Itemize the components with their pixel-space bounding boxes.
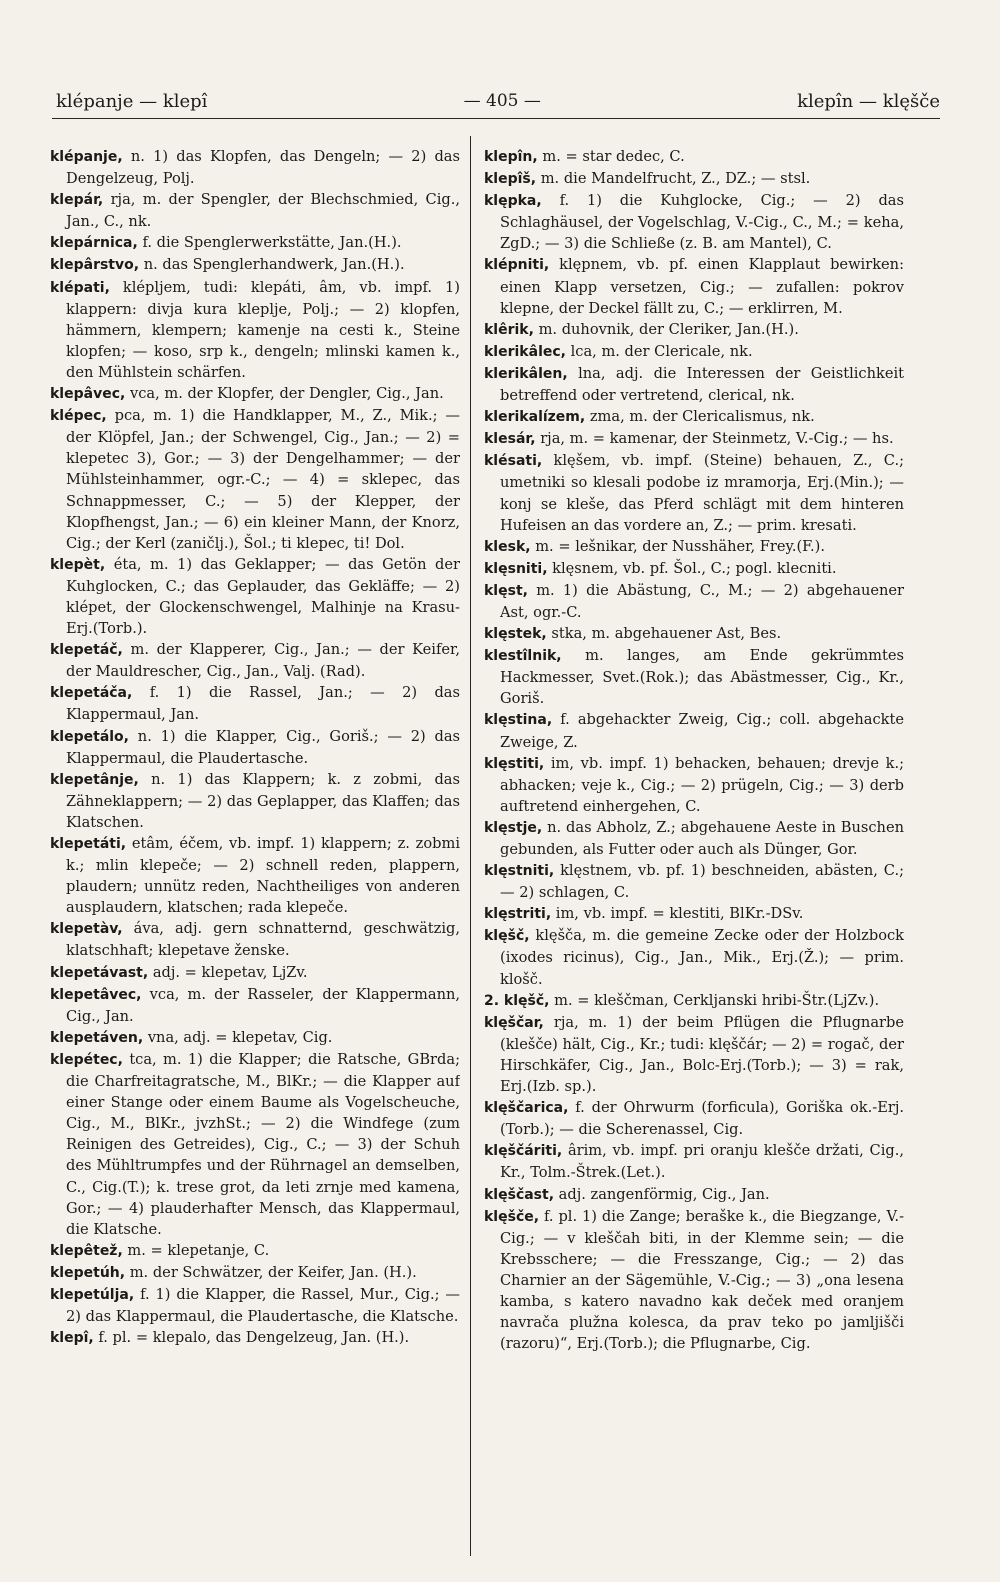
entry-headword: klepêtež,	[50, 1242, 123, 1259]
entry-definition: ârim, vb. impf. pri oranju klešče držati, Cig., Kr., Tolm.-Štrek.(Let.).	[500, 1142, 904, 1182]
dictionary-entry	[484, 363, 904, 406]
entry-definition: pca, m. 1) die Handklapper, M., Z., Mik.; — der Klöpfel, Jan.; der Schwengel, Cig., Jan.; — 2) = klepetec 3), Gor.; — 3) der Dengelhammer; — der Mühlsteinhammer, ogr.-C.; — 4) = sklepec, das Schnappmesser, C.; — 5) der Klepper, der Klopfhengst, Jan.; — 6) ein kleiner Mann, der Knorz, Cig.; der Kerl (zaničlj.), Šol.; ti klepec, ti! Dol.	[66, 407, 460, 552]
entry-definition: vca, m. der Rasseler, der Klappermann, Cig., Jan.	[66, 985, 460, 1025]
entry-headword: klepetàv,	[50, 921, 123, 938]
entry-definition: n. das Spenglerhandwerk, Jan.(H.).	[143, 256, 405, 274]
entry-definition: zma, m. der Clericalismus, nk.	[589, 408, 815, 426]
dictionary-entry	[484, 190, 904, 254]
dictionary-entry	[484, 1012, 904, 1097]
entry-definition: rja, m. 1) der beim Pflügen die Pflugnarbe (klešče) hält, Cig., Kr.; tudi: klęščár; — 2) = rogač, der Hirschkäfer, Cig., Jan., Bolc-Erj.(Torb.); — 3) = rak, Erj.(Izb. sp.).	[500, 1013, 904, 1096]
entry-definition: n. 1) das Klopfen, das Dengeln; — 2) das Dengelzeug, Polj.	[66, 148, 460, 188]
entry-headword: 2. klęšč,	[484, 992, 550, 1009]
dictionary-entry	[50, 639, 460, 682]
entry-headword: klęstje,	[484, 819, 543, 836]
entry-definition: m. = star dedec, C.	[542, 148, 685, 165]
entry-headword: klepâvec,	[50, 386, 126, 403]
entry-headword: klęstiti,	[484, 755, 545, 772]
entry-definition: m. = klepetanje, C.	[127, 1241, 270, 1259]
entry-headword: klépniti,	[484, 257, 550, 274]
dictionary-entry	[50, 1284, 460, 1327]
dictionary-entry	[484, 860, 904, 903]
entry-headword: klęšče,	[484, 1208, 540, 1225]
dictionary-entry	[484, 1184, 904, 1206]
entry-definition: m. der Klapperer, Cig., Jan.; — der Keifer, der Mauldrescher, Cig., Jan., Valj. (Rad).	[66, 641, 460, 681]
right-column	[484, 146, 904, 1566]
entry-headword: klepîš,	[484, 171, 537, 188]
entry-headword: klęsniti,	[484, 560, 548, 577]
dictionary-entry	[484, 817, 904, 860]
entry-headword: klęščáriti,	[484, 1143, 563, 1160]
entry-definition: klépljem, tudi: klepáti, âm, vb. impf. 1) klappern: divja kura kleplje, Polj.; — 2) klopfen, hämmern, klempern; kamenje na cesti k., Steine klopfen; — koso, srp k., dengeln; mlinski kamen k., den Mühlstein schärfen.	[66, 278, 460, 381]
entry-definition: rja, m. = kamenar, der Steinmetz, V.-Cig.; — hs.	[540, 430, 894, 448]
header-right-guideword: klepîn — klęšče	[797, 90, 940, 112]
entry-headword: klepetúlja,	[50, 1286, 135, 1303]
dictionary-entry	[484, 558, 904, 580]
entry-headword: klepétec,	[50, 1051, 123, 1068]
entry-headword: klepárnica,	[50, 235, 138, 252]
dictionary-entry	[50, 726, 460, 769]
entry-headword: klęščarica,	[484, 1100, 569, 1117]
entry-definition: n. das Abholz, Z.; abgehauene Aeste in Buschen gebunden, als Futter oder auch als Dünger, Gor.	[500, 818, 904, 858]
entry-headword: klerikâlen,	[484, 365, 568, 382]
entry-definition: f. 1) die Kuhglocke, Cig.; — 2) das Schlaghäusel, der Vogelschlag, V.-Cig., C., M.; = keha, ZgD.; — 3) die Schließe (z. B. am Mantel), C.	[500, 192, 904, 253]
entry-headword: klęščast,	[484, 1186, 555, 1203]
entry-definition: f. pl. = klepalo, das Dengelzeug, Jan. (H.).	[98, 1329, 410, 1347]
page-number: — 405 —	[463, 91, 541, 111]
dictionary-entry	[484, 341, 904, 363]
dictionary-entry	[50, 383, 460, 405]
dictionary-entry	[484, 254, 904, 318]
dictionary-entry	[484, 1206, 904, 1355]
entry-headword: klésati,	[484, 453, 543, 470]
dictionary-entry	[50, 1027, 460, 1049]
dictionary-entry	[484, 1097, 904, 1140]
entry-definition: f. der Ohrwurm (forficula), Goriška ok.-Erj.(Torb.); — die Scherenassel, Cig.	[500, 1099, 904, 1139]
entry-definition: m. duhovnik, der Cleriker, Jan.(H.).	[538, 320, 799, 338]
left-column	[50, 146, 460, 1566]
dictionary-entry	[484, 319, 904, 341]
entry-headword: klepetáti,	[50, 836, 127, 852]
dictionary-entry	[50, 962, 460, 984]
entry-headword: klêrik,	[484, 321, 534, 338]
entry-definition: m. = kleščman, Cerkljanski hribi-Štr.(LjZv.).	[554, 991, 880, 1009]
entry-definition: klęšča, m. die gemeine Zecke oder der Holzbock (ixodes ricinus), Cig., Jan., Mik., Erj.(Ž.); — prim. klošč.	[500, 927, 904, 988]
entry-headword: klępka,	[484, 193, 542, 210]
entry-headword: klepârstvo,	[50, 257, 140, 274]
entry-headword: klepetâvec,	[50, 986, 142, 1003]
dictionary-entry	[50, 918, 460, 961]
entry-definition: im, vb. impf. = klestiti, BlKr.-DSv.	[555, 905, 804, 923]
entry-headword: klęstek,	[484, 626, 547, 643]
entry-definition: m. langes, am Ende gekrümmtes Hackmesser, Svet.(Rok.); das Abästmesser, Cig., Kr., Goriš.	[500, 647, 904, 708]
entry-headword: klęstina,	[484, 712, 553, 729]
entry-headword: klęstriti,	[484, 906, 552, 923]
entry-headword: klépati,	[50, 279, 110, 296]
entry-headword: klerikalízem,	[484, 409, 586, 426]
entry-definition: im, vb. impf. 1) behacken, behauen; drevje k.; abhacken; veje k., Cig.; — 2) prügeln, Cig.; — 3) derb auftretend einhergehen, C.	[500, 754, 904, 815]
entry-definition: áva, adj. gern schnatternd, geschwätzig, klatschhaft; klepetave ženske.	[66, 920, 460, 960]
entry-headword: klesk,	[484, 538, 531, 555]
dictionary-entry	[484, 428, 904, 450]
entry-definition: lca, m. der Clericale, nk.	[570, 342, 753, 360]
entry-definition: klępnem, vb. pf. einen Klapplaut bewirken: einen Klapp versetzen, Cig.; — zufallen: pokrov klepne, der Deckel fällt zu, C.; — erklirren, M.	[500, 256, 904, 317]
dictionary-entry	[50, 232, 460, 254]
entry-definition: f. pl. 1) die Zange; beraške k., die Biegzange, V.-Cig.; — v kleščah biti, in der Klemme sein; — die Krebsschere; — die Fresszange, Cig.; — 2) das Charnier an der Sägemühle, V.-Cig.; — 3) „ona lesena kamba, s katero navadno kak deček med oranjem navrača plužna kolesca, da prav teko po jamljišči (razoru)“, Erj.(Torb.); die Pflugnarbe, Cig.	[500, 1207, 904, 1353]
dictionary-entry	[50, 1327, 460, 1349]
dictionary-entry	[50, 1240, 460, 1262]
entry-headword: klepetânje,	[50, 771, 139, 788]
dictionary-entry	[50, 189, 460, 232]
entry-definition: m. 1) die Abästung, C., M.; — 2) abgehauener Ast, ogr.-C.	[500, 581, 904, 621]
dictionary-entry	[50, 769, 460, 833]
entry-definition: adj. = klepetav, LjZv.	[152, 963, 308, 981]
entry-definition: n. 1) die Klapper, Cig., Goriš.; — 2) das Klappermaul, die Plaudertasche.	[66, 727, 460, 767]
dictionary-entry	[50, 984, 460, 1027]
entry-headword: klesár,	[484, 431, 536, 448]
entry-definition: rja, m. der Spengler, der Blechschmied, Cig., Jan., C., nk.	[66, 191, 460, 231]
entry-headword: klęščar,	[484, 1014, 544, 1031]
entry-definition: f. die Spenglerwerkstätte, Jan.(H.).	[142, 234, 402, 252]
dictionary-entry	[50, 146, 460, 189]
entry-headword: klepetáč,	[50, 642, 123, 659]
entry-definition: tca, m. 1) die Klapper; die Ratsche, GBrda; die Charfreitagratsche, M., BlKr.; — die Klapper auf einer Stange oder einem Baume als Vogelscheuche, Cig., M., BlKr., jvzhSt.; — 2) die Windfege (zum Reinigen des Getreides), Cig., C.; — 3) der Schuh des Mühltrumpfes und der Rührnagel an demselben, C., Cig.(T.); k. trese grot, da leti zrnje med kamena, Gor.; — 4) plauderhafter Mensch, das Klappermaul, die Klatsche.	[66, 1050, 460, 1238]
dictionary-entry	[484, 925, 904, 989]
entry-definition: lna, adj. die Interessen der Geistlichkeit betreffend oder vertretend, clerical, nk.	[500, 364, 904, 405]
entry-headword: klęšč,	[484, 928, 530, 945]
entry-headword: klepetúh,	[50, 1264, 126, 1281]
entry-definition: stka, m. abgehauener Ast, Bes.	[551, 625, 782, 643]
dictionary-entry	[50, 405, 460, 554]
entry-headword: klepetávast,	[50, 964, 149, 981]
entry-definition: klęsnem, vb. pf. Šol., C.; pogl. klecniti.	[552, 559, 837, 577]
entry-definition: klęšem, vb. impf. (Steine) behauen, Z., C.; umetniki so klesali podobe iz mramorja, Erj.(Min.); — konj se kleše, das Pferd schlägt mit dem hinteren Hufeisen an das vordere an, Z.; — prim. kresati.	[500, 452, 904, 534]
entry-headword: klęst,	[484, 582, 528, 599]
entry-definition: adj. zangenförmig, Cig., Jan.	[558, 1185, 770, 1203]
entry-headword: klestîlnik,	[484, 648, 562, 665]
dictionary-entry	[484, 753, 904, 817]
entry-definition: vca, m. der Klopfer, der Dengler, Cig., Jan.	[129, 385, 444, 403]
entry-headword: klepár,	[50, 192, 104, 209]
entry-definition: f. 1) die Klapper, die Rassel, Mur., Cig.; — 2) das Klappermaul, die Plaudertasche, die Klatsche.	[66, 1285, 460, 1326]
entry-definition: m. die Mandelfrucht, Z., DZ.; — stsl.	[540, 170, 811, 188]
dictionary-entry	[484, 406, 904, 428]
entry-headword: klęstniti,	[484, 863, 555, 880]
entry-definition: etâm, éčem, vb. impf. 1) klappern; z. zobmi k.; mlin klepeče; — 2) schnell reden, plappern, plaudern; unnütz reden, Nachtheiliges von anderen ausplaudern, klatschen; rada klepeče.	[66, 835, 460, 917]
entry-headword: klepîn,	[484, 149, 538, 165]
dictionary-entry	[484, 903, 904, 925]
entry-headword: klépec,	[50, 408, 107, 425]
dictionary-entry	[50, 1049, 460, 1240]
dictionary-entry	[50, 277, 460, 383]
dictionary-entry	[484, 623, 904, 645]
entry-headword: klerikâlec,	[484, 343, 566, 360]
entry-headword: klepèt,	[50, 556, 106, 573]
entry-definition: f. 1) die Rassel, Jan.; — 2) das Klappermaul, Jan.	[66, 684, 460, 724]
dictionary-entry	[484, 990, 904, 1012]
entry-headword: klépanje,	[50, 149, 123, 165]
dictionary-entry	[50, 1262, 460, 1284]
dictionary-entry	[50, 554, 460, 639]
entry-definition: klęstnem, vb. pf. 1) beschneiden, abästen, C.; — 2) schlagen, C.	[500, 862, 904, 902]
entry-headword: klepî,	[50, 1330, 94, 1347]
dictionary-entry	[484, 1140, 904, 1183]
dictionary-entry	[484, 645, 904, 709]
entry-definition: éta, m. 1) das Geklapper; — das Getön der Kuhglocken, C.; das Geplauder, das Gekläffe; — 2) klépet, der Glockenschwengel, Malhinje na Krasu-Erj.(Torb.).	[66, 555, 460, 638]
dictionary-entry	[484, 536, 904, 558]
dictionary-entry	[50, 254, 460, 276]
dictionary-entry	[484, 168, 904, 190]
entry-headword: klepetálo,	[50, 728, 129, 745]
entry-headword: klepetáča,	[50, 685, 133, 702]
header-left-guideword: klépanje — klepî	[56, 90, 208, 112]
header-rule	[52, 118, 940, 119]
entry-definition: m. der Schwätzer, der Keifer, Jan. (H.).	[129, 1263, 417, 1281]
dictionary-entry	[484, 450, 904, 535]
dictionary-entry	[484, 580, 904, 623]
entry-headword: klepetáven,	[50, 1029, 144, 1046]
entry-definition: m. = lešnikar, der Nusshäher, Frey.(F.).	[535, 537, 825, 555]
dictionary-entry	[484, 146, 904, 168]
entry-definition: n. 1) das Klappern; k. z zobmi, das Zähneklappern; — 2) das Geplapper, das Klaffen; das Klatschen.	[66, 770, 460, 831]
running-header	[56, 84, 940, 118]
dictionary-entry	[50, 833, 460, 918]
column-divider	[470, 136, 471, 1556]
entry-definition: vna, adj. = klepetav, Cig.	[147, 1028, 333, 1046]
dictionary-entry	[50, 682, 460, 725]
entry-definition: f. abgehackter Zweig, Cig.; coll. abgehackte Zweige, Z.	[500, 711, 904, 751]
dictionary-entry	[484, 709, 904, 752]
